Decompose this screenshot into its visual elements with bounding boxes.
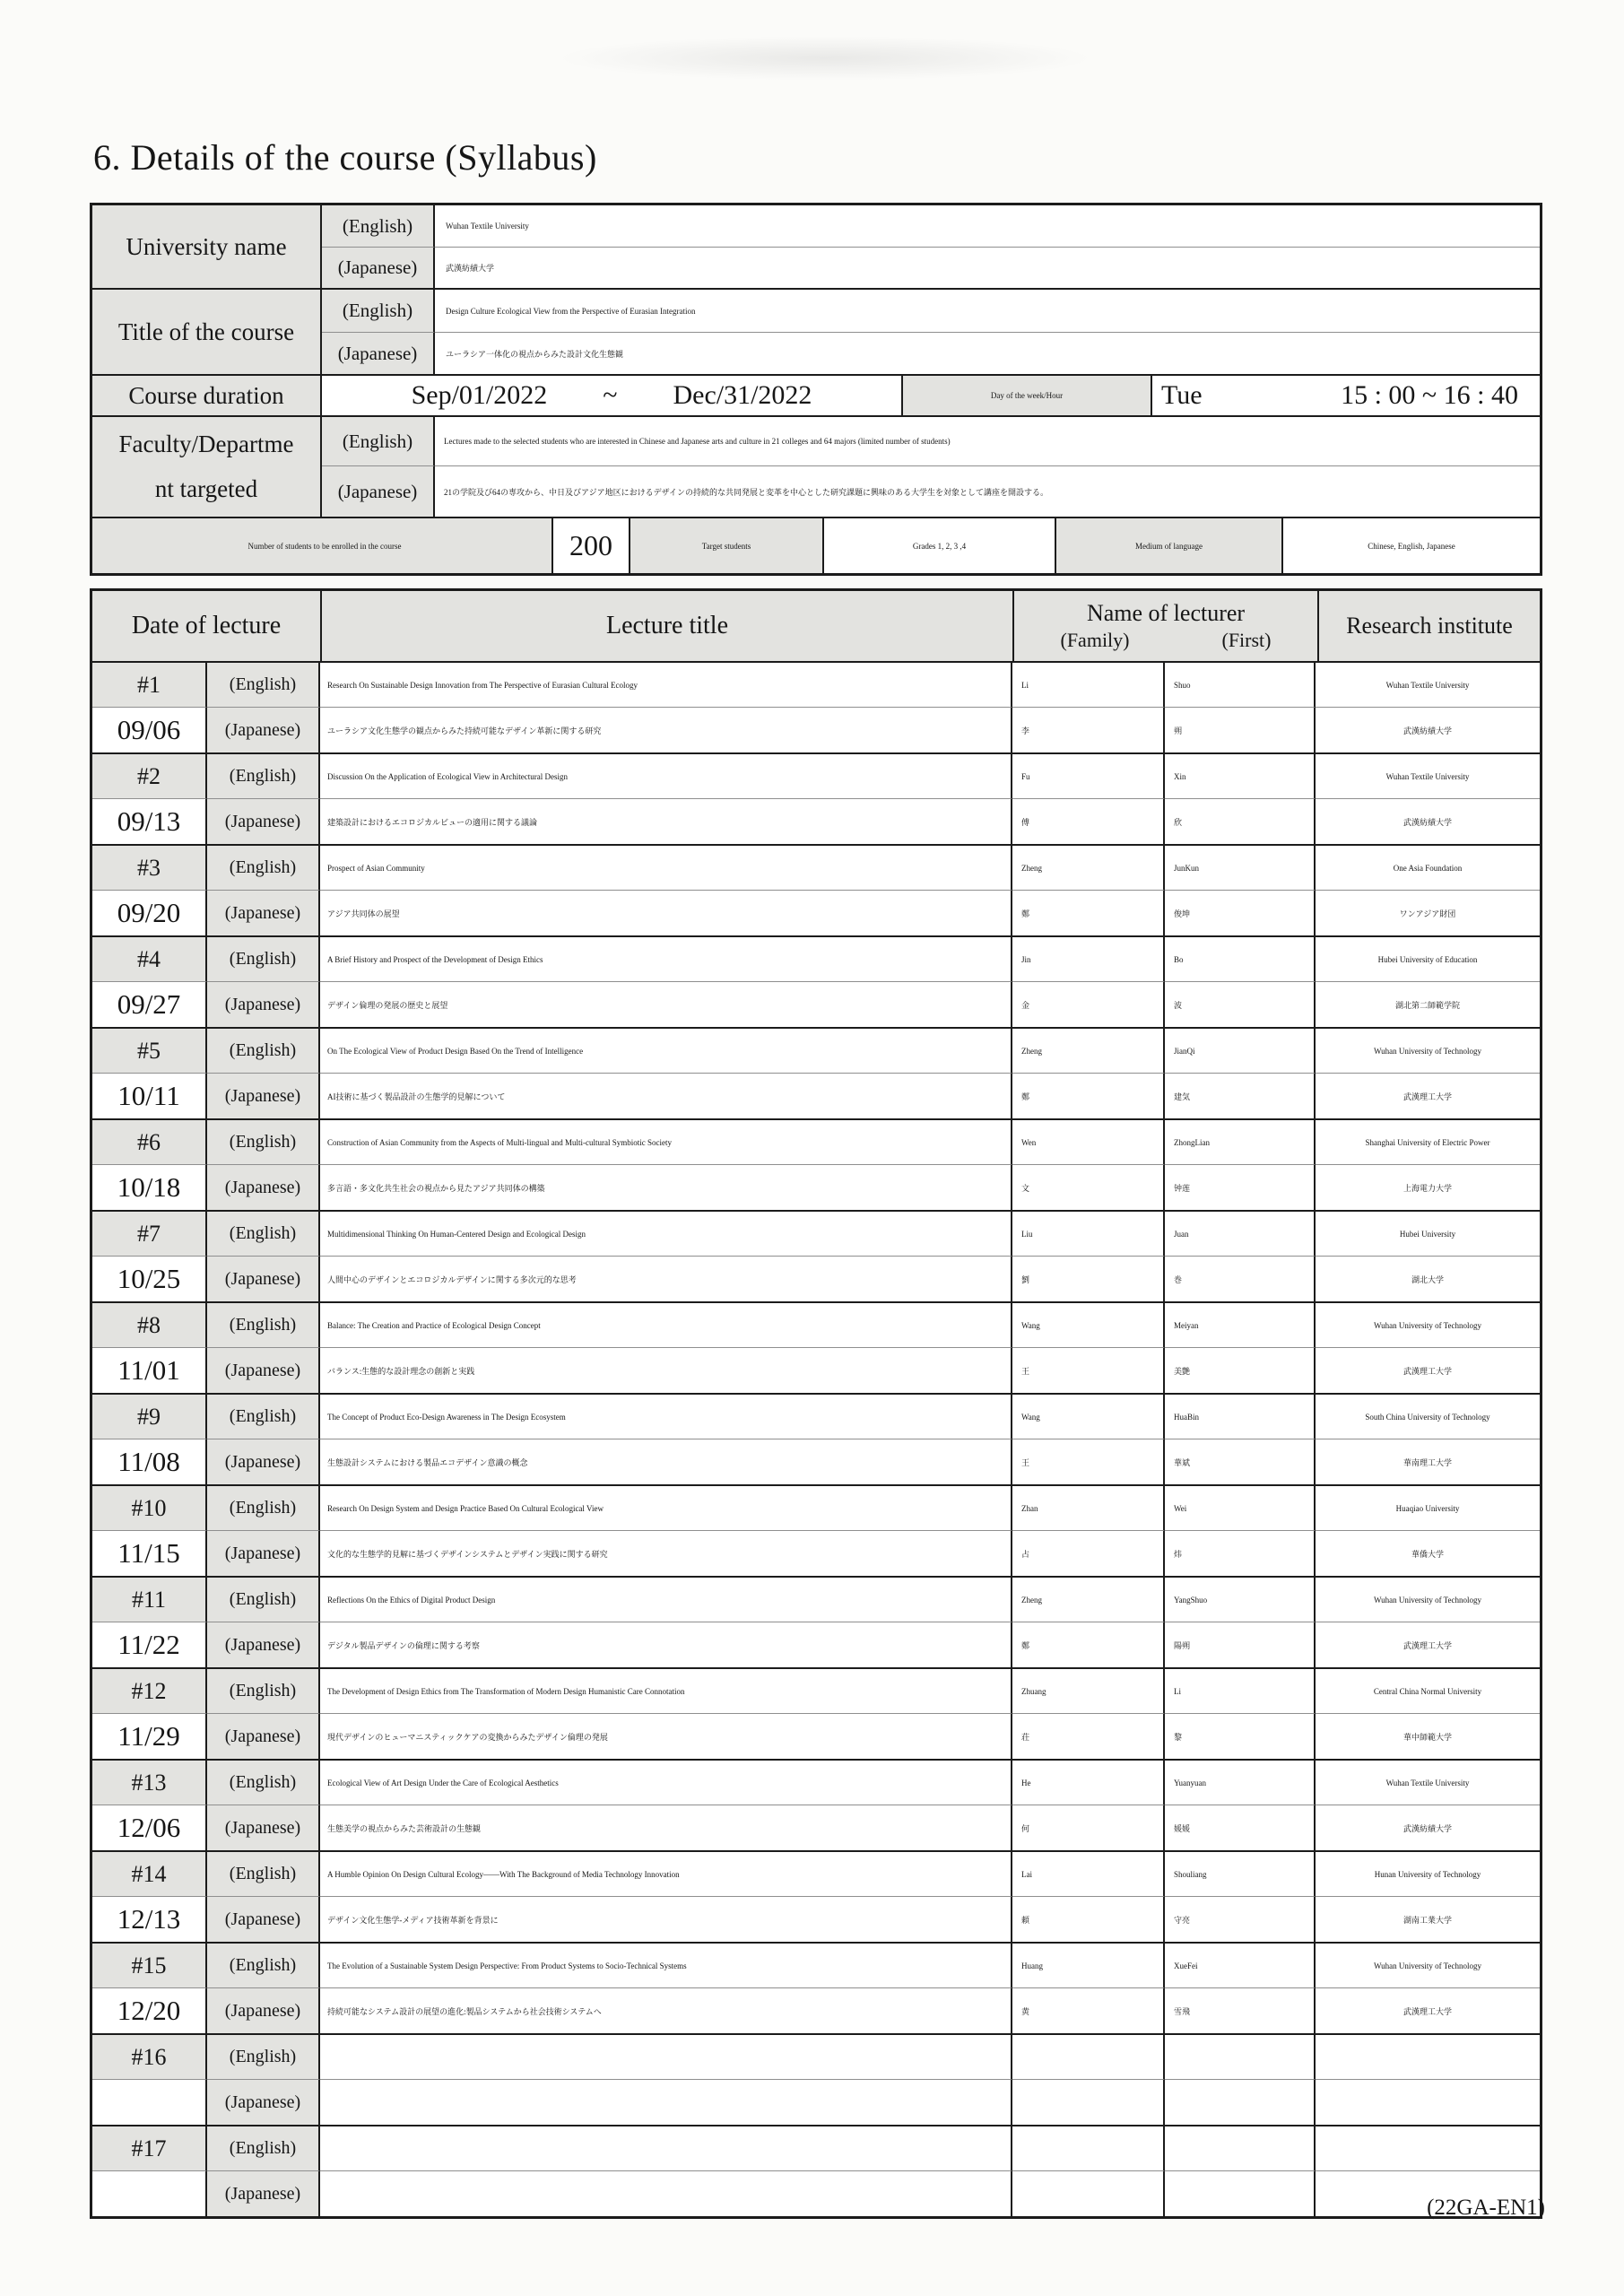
course-title-english: Design Culture Ecological View from the Perspective of Eurasian Integration	[435, 290, 1540, 333]
day-value: Tue	[1161, 380, 1203, 410]
lecturer-first-japanese: 雪飛	[1165, 1988, 1316, 2033]
lecturer-first-english: Wei	[1165, 1486, 1316, 1531]
lecture-date: 09/20	[92, 891, 207, 935]
faculty-japanese: 21の学院及び64の専攻から、中日及びアジア地区におけるデザインの持続的な共同発展と変革を中心とした研究課題に興味のある大学生を対象として講座を開設する。	[435, 466, 1540, 518]
lecture-date: 11/01	[92, 1348, 207, 1393]
table-row	[92, 663, 1540, 754]
lecture-title-japanese: 生態設計システムにおける製品エコデザイン意識の概念	[320, 1439, 1012, 1484]
english-tag: (English)	[207, 1120, 320, 1165]
table-row	[92, 754, 1540, 846]
time-value: 15 : 00 ~ 16 : 40	[1341, 380, 1518, 410]
lecturer-first-japanese: 巻	[1165, 1257, 1316, 1301]
lecturer-family-japanese	[1012, 2080, 1165, 2125]
lecturer-first-english: XueFei	[1165, 1944, 1316, 1988]
lecturer-first-english: Li	[1165, 1669, 1316, 1714]
lecturer-first-english	[1165, 2126, 1316, 2171]
lecture-schedule-table	[90, 588, 1542, 2219]
lecturer-first-english: Yuanyuan	[1165, 1761, 1316, 1805]
lecturer-family-japanese: 何	[1012, 1805, 1165, 1850]
lecturer-family-english	[1012, 2126, 1165, 2171]
lecturer-first-japanese: 钟莲	[1165, 1165, 1316, 1210]
form-code: (22GA-EN1)	[1427, 2196, 1545, 2220]
lecture-title-english: Reflections On the Ethics of Digital Product Design	[320, 1578, 1012, 1622]
table-row	[92, 1395, 1540, 1486]
english-tag: (English)	[207, 1761, 320, 1805]
english-tag: (English)	[207, 2126, 320, 2171]
lecture-number: #11	[92, 1578, 207, 1622]
japanese-tag: (Japanese)	[322, 333, 435, 376]
header-name-of-lecturer: Name of lecturer	[1014, 591, 1319, 629]
course-duration-value	[322, 376, 903, 415]
lecture-title-english	[320, 2035, 1012, 2080]
english-tag: (English)	[207, 1212, 320, 1257]
medium-of-language-value: Chinese, English, Japanese	[1368, 541, 1455, 551]
research-institute-japanese: 武漢紡績大学	[1403, 1823, 1452, 1833]
research-institute-english	[1316, 2126, 1540, 2171]
lecture-title-japanese: デジタル製品デザインの倫理に関する考察	[320, 1622, 1012, 1667]
lecture-date	[92, 2080, 207, 2125]
lecture-title-japanese: アジア共同体の展望	[320, 891, 1012, 935]
lecture-number: #2	[92, 754, 207, 799]
lecturer-first-english: JunKun	[1165, 846, 1316, 891]
research-institute-english: South China University of Technology	[1316, 1395, 1540, 1439]
header-first: (First)	[1221, 629, 1272, 651]
course-duration-row	[322, 376, 1540, 417]
lecture-number: #5	[92, 1029, 207, 1074]
lecturer-family-english: Wang	[1012, 1395, 1165, 1439]
english-tag: (English)	[207, 1852, 320, 1897]
lecture-date: 10/11	[92, 1074, 207, 1118]
english-tag: (English)	[207, 1395, 320, 1439]
lecture-number: #8	[92, 1303, 207, 1348]
lecture-number: #12	[92, 1669, 207, 1714]
lecture-title-english: The Development of Design Ethics from The Transformation of Modern Design Humanistic Care Connotation	[320, 1669, 1012, 1714]
lecture-title-japanese: AI技術に基づく製品設計の生態学的見解について	[320, 1074, 1012, 1118]
lecture-title-japanese: ユーラシア文化生態学の観点からみた持続可能なデザイン革新に関する研究	[320, 708, 1012, 752]
research-institute-japanese: 華中師範大学	[1403, 1732, 1452, 1742]
lecturer-family-english: Lai	[1012, 1852, 1165, 1897]
lecture-date: 09/13	[92, 799, 207, 844]
japanese-tag: (Japanese)	[207, 1988, 320, 2033]
lecture-title-english: Research On Design System and Design Practice Based On Cultural Ecological View	[320, 1486, 1012, 1531]
lecture-number: #15	[92, 1944, 207, 1988]
lecture-date: 11/08	[92, 1439, 207, 1484]
table-row	[92, 1303, 1540, 1395]
english-tag: (English)	[322, 290, 435, 333]
medium-of-language-label: Medium of language	[1056, 518, 1283, 573]
lecture-title-english: Multidimensional Thinking On Human-Centered Design and Ecological Design	[320, 1212, 1012, 1257]
target-students-value: Grades 1, 2, 3 ,4	[824, 518, 1056, 573]
page-title: 6. Details of the course (Syllabus)	[93, 137, 597, 178]
lecture-title-english: On The Ecological View of Product Design Based On the Trend of Intelligence	[320, 1029, 1012, 1074]
lecturer-family-japanese: 劉	[1012, 1257, 1165, 1301]
research-institute-english: Central China Normal University	[1316, 1669, 1540, 1714]
lecture-number: #17	[92, 2126, 207, 2171]
japanese-tag: (Japanese)	[207, 2171, 320, 2216]
lecture-number: #16	[92, 2035, 207, 2080]
lecture-title-english: A Brief History and Prospect of the Development of Design Ethics	[320, 937, 1012, 982]
lecturer-family-english: Huang	[1012, 1944, 1165, 1988]
lecturer-family-japanese: 傅	[1012, 799, 1165, 844]
english-tag: (English)	[207, 1029, 320, 1074]
lecturer-first-japanese: 炜	[1165, 1531, 1316, 1576]
faculty-label-line1: Faculty/Departme	[118, 430, 294, 458]
table-row	[92, 1669, 1540, 1761]
japanese-tag: (Japanese)	[207, 1897, 320, 1942]
japanese-tag: (Japanese)	[207, 708, 320, 752]
lecturer-family-japanese: 文	[1012, 1165, 1165, 1210]
japanese-tag: (Japanese)	[207, 1805, 320, 1850]
lecturer-family-english: Fu	[1012, 754, 1165, 799]
faculty-label-line2: nt targeted	[154, 474, 258, 502]
course-title-japanese: ユーラシア一体化の視点からみた設計文化生態観	[435, 333, 1540, 376]
header-research-institute: Research institute	[1346, 613, 1513, 639]
japanese-tag: (Japanese)	[207, 982, 320, 1027]
table-row	[92, 2035, 1540, 2126]
duration-tilde: ~	[603, 380, 618, 410]
english-tag: (English)	[207, 846, 320, 891]
english-tag: (English)	[207, 663, 320, 708]
lecturer-family-english: Zheng	[1012, 1578, 1165, 1622]
research-institute-english: Wuhan Textile University	[1316, 754, 1540, 799]
lecturer-family-japanese: 頼	[1012, 1897, 1165, 1942]
japanese-tag: (Japanese)	[322, 248, 435, 290]
lecturer-first-japanese	[1165, 2171, 1316, 2216]
lecture-title-english: A Humble Opinion On Design Cultural Ecology——With The Background of Media Technology Innovation	[320, 1852, 1012, 1897]
lecturer-family-english	[1012, 2035, 1165, 2080]
lecturer-first-japanese: 建気	[1165, 1074, 1316, 1118]
lecturer-first-english: Bo	[1165, 937, 1316, 982]
lecturer-family-japanese: 荘	[1012, 1714, 1165, 1759]
lecture-date: 12/20	[92, 1988, 207, 2033]
japanese-tag: (Japanese)	[207, 1074, 320, 1118]
lecture-date: 12/13	[92, 1897, 207, 1942]
research-institute-japanese: 湖北大学	[1411, 1274, 1444, 1284]
lecture-date: 11/29	[92, 1714, 207, 1759]
research-institute-japanese: 湖南工業大学	[1403, 1915, 1452, 1925]
table-row	[92, 846, 1540, 937]
research-institute-japanese: 武漢理工大学	[1403, 1091, 1452, 1101]
japanese-tag: (Japanese)	[207, 1622, 320, 1667]
english-tag: (English)	[207, 754, 320, 799]
lecture-date: 09/27	[92, 982, 207, 1027]
day-of-week-label: Day of the week/Hour	[903, 376, 1152, 415]
lecture-title-japanese: 文化的な生態学的見解に基づくデザインシステムとデザイン実践に関する研究	[320, 1531, 1012, 1576]
lecture-date: 11/15	[92, 1531, 207, 1576]
research-institute-japanese: 武漢紡績大学	[1403, 817, 1452, 827]
research-institute-english: Wuhan University of Technology	[1316, 1944, 1540, 1988]
lecturer-family-english: Jin	[1012, 937, 1165, 982]
enrolled-students-value: 200	[553, 518, 630, 573]
header-family-first	[1014, 629, 1319, 661]
lecturer-first-japanese: 俊坤	[1165, 891, 1316, 935]
scan-artifact	[556, 36, 1094, 81]
japanese-tag: (Japanese)	[207, 1165, 320, 1210]
lecture-title-japanese	[320, 2171, 1012, 2216]
lecturer-family-english: He	[1012, 1761, 1165, 1805]
research-institute-japanese: 武漢理工大学	[1403, 1640, 1452, 1650]
lecturer-first-japanese: 守亮	[1165, 1897, 1316, 1942]
lecturer-family-japanese: 李	[1012, 708, 1165, 752]
lecture-date: 11/22	[92, 1622, 207, 1667]
japanese-tag: (Japanese)	[322, 466, 435, 518]
research-institute-english: Wuhan University of Technology	[1316, 1303, 1540, 1348]
research-institute-english: Hubei University of Education	[1316, 937, 1540, 982]
lecturer-first-english: Xin	[1165, 754, 1316, 799]
lecturer-family-japanese	[1012, 2171, 1165, 2216]
lecture-title-english: Prospect of Asian Community	[320, 846, 1012, 891]
duration-start: Sep/01/2022	[411, 380, 548, 410]
english-tag: (English)	[207, 2035, 320, 2080]
lecturer-first-japanese: 美艶	[1165, 1348, 1316, 1393]
table-row	[92, 1120, 1540, 1212]
header-date-of-lecture: Date of lecture	[92, 591, 322, 661]
lecture-title-japanese: バランス:生態的な設計理念の創新と実践	[320, 1348, 1012, 1393]
lecturer-first-japanese: 華斌	[1165, 1439, 1316, 1484]
table-row	[92, 2126, 1540, 2216]
lecture-title-japanese: 現代デザインのヒューマニスティックケアの変換からみたデザイン倫理の発展	[320, 1714, 1012, 1759]
lecture-number: #14	[92, 1852, 207, 1897]
research-institute-japanese: 武漢理工大学	[1403, 2006, 1452, 2016]
lecturer-first-english: HuaBin	[1165, 1395, 1316, 1439]
english-tag: (English)	[207, 1669, 320, 1714]
enrolled-students-label: Number of students to be enrolled in the course	[92, 518, 553, 573]
lecture-number: #10	[92, 1486, 207, 1531]
lecturer-family-english: Zheng	[1012, 1029, 1165, 1074]
header-family: (Family)	[1060, 629, 1130, 651]
faculty-english: Lectures made to the selected students who are interested in Chinese and Japanese arts and culture in 21 colleges and 64 majors (limited number of students)	[435, 417, 1540, 466]
lecturer-family-japanese: 鄭	[1012, 1622, 1165, 1667]
english-tag: (English)	[207, 1486, 320, 1531]
research-institute-japanese: 武漢紡績大学	[1403, 726, 1452, 735]
lecture-title-japanese: デザイン文化生態学-メディア技術革新を背景に	[320, 1897, 1012, 1942]
lecture-number: #1	[92, 663, 207, 708]
lecturer-family-japanese: 黄	[1012, 1988, 1165, 2033]
lecturer-first-japanese: 朔	[1165, 708, 1316, 752]
header-lecture-title: Lecture title	[322, 591, 1014, 661]
english-tag: (English)	[322, 417, 435, 466]
lecture-number: #3	[92, 846, 207, 891]
lecturer-first-english: Juan	[1165, 1212, 1316, 1257]
lecturer-first-english: YangShuo	[1165, 1578, 1316, 1622]
research-institute-english: Wuhan University of Technology	[1316, 1578, 1540, 1622]
course-info-table	[90, 203, 1542, 576]
table-row	[92, 1761, 1540, 1852]
research-institute-english: One Asia Foundation	[1316, 846, 1540, 891]
japanese-tag: (Japanese)	[207, 799, 320, 844]
table-row	[92, 1578, 1540, 1669]
japanese-tag: (Japanese)	[207, 1714, 320, 1759]
faculty-label	[92, 417, 322, 518]
lecturer-first-english: Meiyan	[1165, 1303, 1316, 1348]
research-institute-english: Huaqiao University	[1316, 1486, 1540, 1531]
lecture-date: 09/06	[92, 708, 207, 752]
university-name-english: Wuhan Textile University	[435, 205, 1540, 248]
lecturer-first-english: JianQi	[1165, 1029, 1316, 1074]
university-name-japanese: 武漢紡績大学	[435, 248, 1540, 290]
lecture-number: #6	[92, 1120, 207, 1165]
enrollment-row	[92, 518, 1540, 573]
lecturer-family-english: Wen	[1012, 1120, 1165, 1165]
university-name-label: University name	[92, 205, 322, 290]
research-institute-japanese: 上海電力大学	[1403, 1183, 1452, 1193]
duration-end: Dec/31/2022	[673, 380, 812, 410]
research-institute-english: Wuhan University of Technology	[1316, 1029, 1540, 1074]
lecturer-family-japanese: 金	[1012, 982, 1165, 1027]
lecture-title-japanese	[320, 2080, 1012, 2125]
lecturer-family-english: Zhan	[1012, 1486, 1165, 1531]
table-row	[92, 937, 1540, 1029]
lecturer-first-japanese: 欣	[1165, 799, 1316, 844]
lecturer-family-english: Li	[1012, 663, 1165, 708]
table-row	[92, 1944, 1540, 2035]
research-institute-japanese: 華南理工大学	[1403, 1457, 1452, 1467]
lecturer-family-english: Zhuang	[1012, 1669, 1165, 1714]
lecture-number: #4	[92, 937, 207, 982]
japanese-tag: (Japanese)	[207, 1257, 320, 1301]
lecture-date	[92, 2171, 207, 2216]
table-row	[92, 1212, 1540, 1303]
research-institute-english: Wuhan Textile University	[1316, 1761, 1540, 1805]
lecturer-first-english	[1165, 2035, 1316, 2080]
lecturer-family-japanese: 占	[1012, 1531, 1165, 1576]
lecture-number: #9	[92, 1395, 207, 1439]
table-row	[92, 1029, 1540, 1120]
research-institute-japanese: 華僑大学	[1411, 1549, 1444, 1559]
course-title-label: Title of the course	[92, 290, 322, 376]
day-of-week-value	[1152, 376, 1540, 415]
lecture-title-english: The Concept of Product Eco-Design Awareness in The Design Ecosystem	[320, 1395, 1012, 1439]
lecturer-first-japanese: 媛媛	[1165, 1805, 1316, 1850]
lecture-title-japanese: 多言語・多文化共生社会の視点から見たアジア共同体の構築	[320, 1165, 1012, 1210]
english-tag: (English)	[322, 205, 435, 248]
lecturer-family-english: Liu	[1012, 1212, 1165, 1257]
lecturer-first-japanese: 陽朔	[1165, 1622, 1316, 1667]
japanese-tag: (Japanese)	[207, 891, 320, 935]
english-tag: (English)	[207, 937, 320, 982]
japanese-tag: (Japanese)	[207, 1348, 320, 1393]
lecturer-first-english: Shouliang	[1165, 1852, 1316, 1897]
lecture-title-english: Construction of Asian Community from the Aspects of Multi-lingual and Multi-cultural Symbiotic Society	[320, 1120, 1012, 1165]
lecture-date: 12/06	[92, 1805, 207, 1850]
lecturer-family-japanese: 王	[1012, 1348, 1165, 1393]
schedule-body	[92, 663, 1540, 2216]
lecture-title-english: Research On Sustainable Design Innovation from The Perspective of Eurasian Cultural Ecology	[320, 663, 1012, 708]
english-tag: (English)	[207, 1578, 320, 1622]
lecturer-family-japanese: 鄭	[1012, 1074, 1165, 1118]
table-row	[92, 1486, 1540, 1578]
lecture-date: 10/18	[92, 1165, 207, 1210]
research-institute-japanese: 武漢理工大学	[1403, 1366, 1452, 1376]
research-institute-japanese	[1316, 2080, 1540, 2125]
lecturer-first-japanese: 波	[1165, 982, 1316, 1027]
lecture-date: 10/25	[92, 1257, 207, 1301]
research-institute-japanese: 湖北第二師範学院	[1394, 1000, 1460, 1010]
schedule-header	[92, 591, 1540, 663]
lecture-title-japanese: 持続可能なシステム設計の展望の進化:製品システムから社会技術システムへ	[320, 1988, 1012, 2033]
lecture-title-japanese: 生態美学の視点からみた芸術設計の生態観	[320, 1805, 1012, 1850]
lecturer-family-english: Wang	[1012, 1303, 1165, 1348]
lecture-title-english: The Evolution of a Sustainable System Design Perspective: From Product Systems to Socio-Technical Systems	[320, 1944, 1012, 1988]
lecture-title-japanese: デザイン倫理の発展の歴史と展望	[320, 982, 1012, 1027]
lecture-number: #13	[92, 1761, 207, 1805]
lecturer-first-english: ZhongLian	[1165, 1120, 1316, 1165]
target-students-label: Target students	[630, 518, 824, 573]
research-institute-english: Shanghai University of Electric Power	[1316, 1120, 1540, 1165]
japanese-tag: (Japanese)	[207, 1531, 320, 1576]
japanese-tag: (Japanese)	[207, 1439, 320, 1484]
table-row	[92, 1852, 1540, 1944]
lecturer-first-japanese	[1165, 2080, 1316, 2125]
english-tag: (English)	[207, 1944, 320, 1988]
course-duration-label: Course duration	[92, 376, 322, 417]
lecture-title-english: Discussion On the Application of Ecological View in Architectural Design	[320, 754, 1012, 799]
japanese-tag: (Japanese)	[207, 2080, 320, 2125]
lecture-number: #7	[92, 1212, 207, 1257]
research-institute-english: Hubei University	[1316, 1212, 1540, 1257]
lecturer-first-english: Shuo	[1165, 663, 1316, 708]
research-institute-english: Hunan University of Technology	[1316, 1852, 1540, 1897]
lecturer-family-japanese: 鄭	[1012, 891, 1165, 935]
lecture-title-english: Balance: The Creation and Practice of Ecological Design Concept	[320, 1303, 1012, 1348]
lecture-title-japanese: 建築設計におけるエコロジカルビューの適用に関する議論	[320, 799, 1012, 844]
lecturer-family-english: Zheng	[1012, 846, 1165, 891]
research-institute-english	[1316, 2035, 1540, 2080]
lecture-title-japanese: 人間中心のデザインとエコロジカルデザインに関する多次元的な思考	[320, 1257, 1012, 1301]
research-institute-english: Wuhan Textile University	[1316, 663, 1540, 708]
lecture-title-english: Ecological View of Art Design Under the Care of Ecological Aesthetics	[320, 1761, 1012, 1805]
lecturer-family-japanese: 王	[1012, 1439, 1165, 1484]
lecture-title-english	[320, 2126, 1012, 2171]
english-tag: (English)	[207, 1303, 320, 1348]
lecturer-first-japanese: 黎	[1165, 1714, 1316, 1759]
research-institute-japanese: ワンアジア財団	[1399, 909, 1456, 918]
